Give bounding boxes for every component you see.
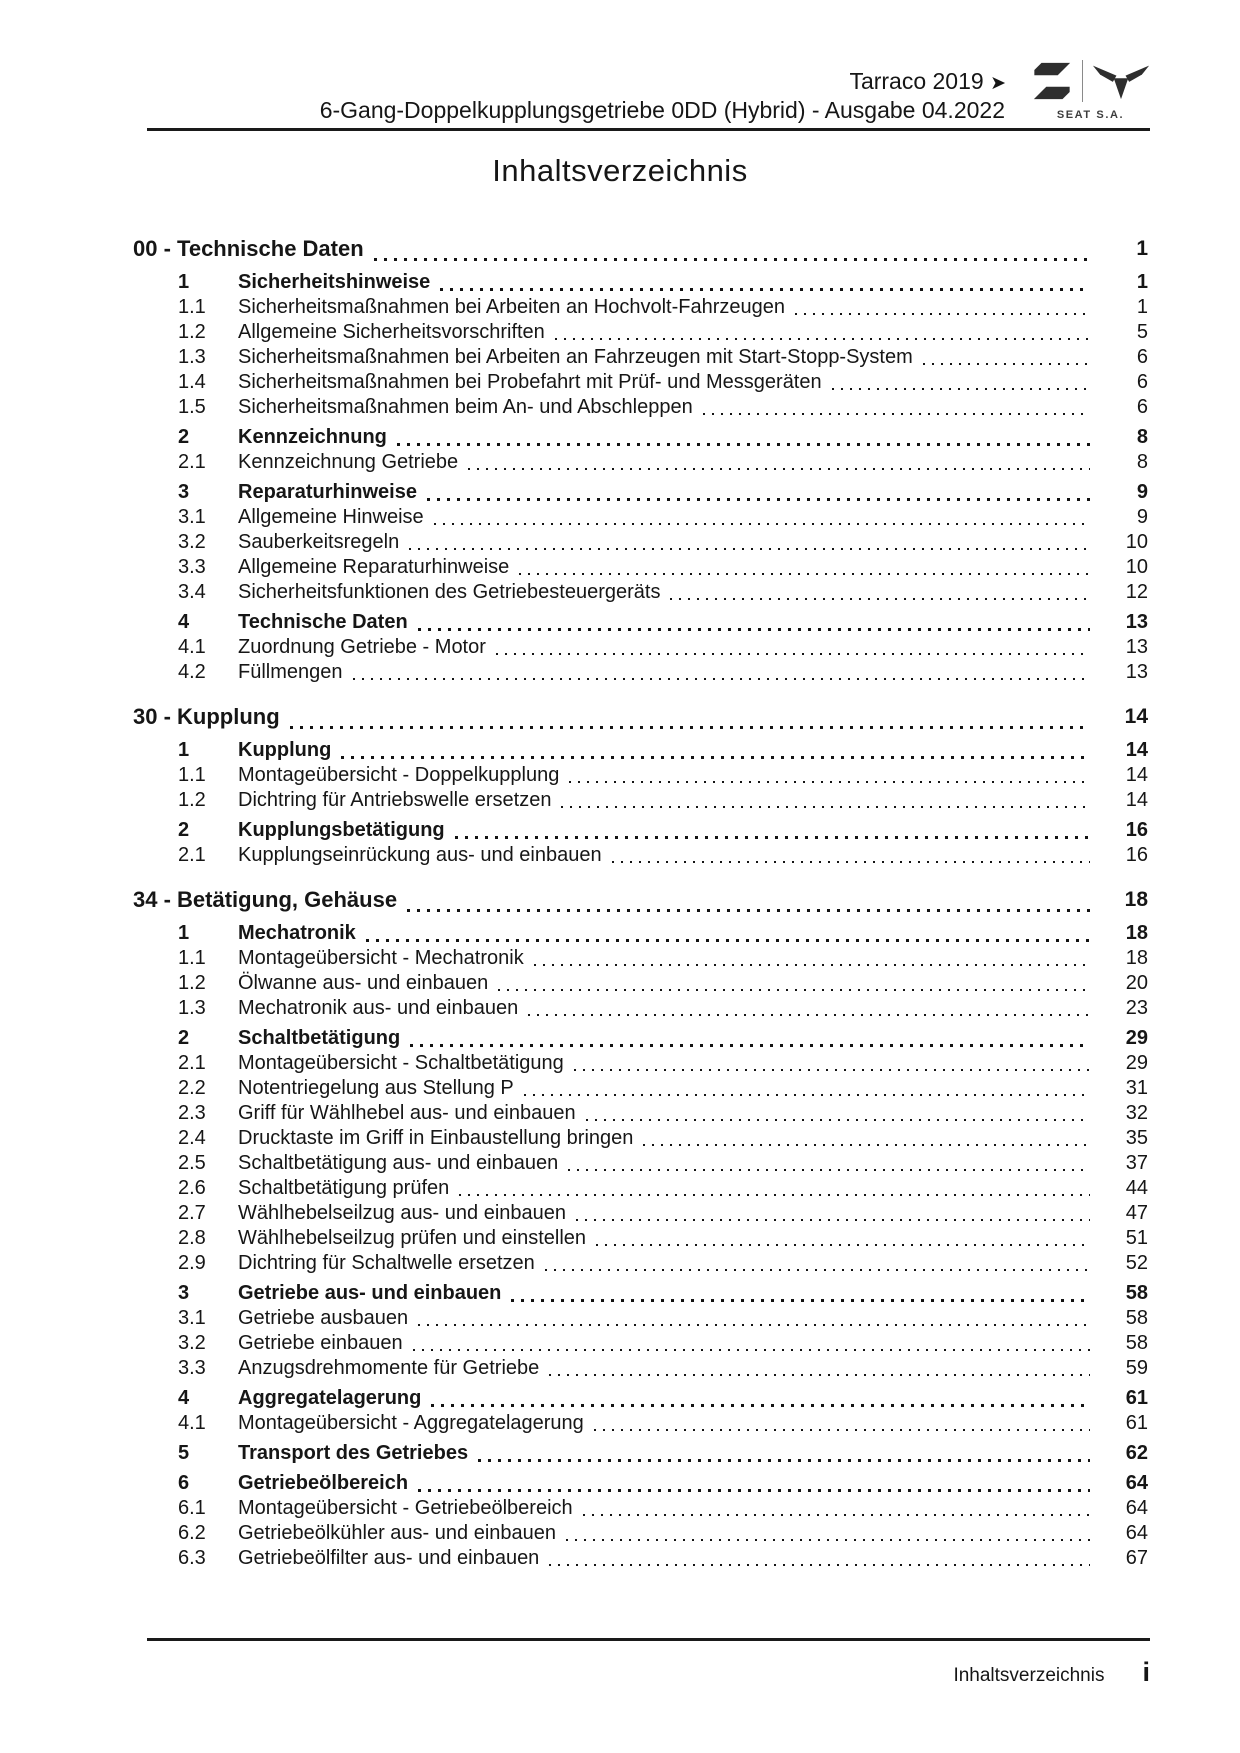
toc-page-number: 58 <box>1125 1282 1148 1304</box>
toc-entry-label: Getriebeölkühler aus- und einbauen <box>238 1522 556 1544</box>
toc-page-number: 31 <box>1125 1077 1148 1099</box>
toc-entry-number: 2.1 <box>178 1052 206 1074</box>
toc-entry <box>133 580 1148 605</box>
footer-line <box>147 1657 1150 1688</box>
toc-entry-number: 2.7 <box>178 1202 206 1224</box>
dot-leader <box>519 573 1090 575</box>
dot-leader <box>468 468 1090 470</box>
toc-entry-label: Kupplung <box>238 739 332 761</box>
dot-leader <box>549 1374 1090 1376</box>
toc-entry-number: 1.4 <box>178 371 206 393</box>
toc-page-number: 47 <box>1125 1202 1148 1224</box>
toc-page-number: 29 <box>1125 1027 1148 1049</box>
toc-page-number: 18 <box>1125 922 1148 944</box>
toc-page-number: 10 <box>1125 556 1148 578</box>
dot-leader <box>410 1044 1090 1047</box>
toc-entry-number: 1.1 <box>178 947 206 969</box>
dot-leader <box>574 1069 1090 1071</box>
toc-entry-label: Getriebe ausbauen <box>238 1307 409 1329</box>
toc-entry-number: 3 <box>178 1282 190 1304</box>
toc-entry-number: 3.4 <box>178 581 206 603</box>
toc-entry-label: Montageübersicht - Getriebeölbereich <box>238 1497 573 1519</box>
toc-entry-label: Anzugsdrehmomente für Getriebe <box>238 1357 540 1379</box>
toc-entry-label: Wählhebelseilzug aus- und einbauen <box>238 1202 567 1224</box>
model-range-arrow-icon: ➤ <box>990 73 1005 94</box>
toc-entry-number: 5 <box>178 1442 190 1464</box>
toc-section-label: 30 - Kupplung <box>133 704 280 729</box>
toc-entry-label: Sicherheitsfunktionen des Getriebesteuergeräts <box>238 581 661 603</box>
toc-entry-label: Kupplungseinrückung aus- und einbauen <box>238 844 602 866</box>
toc-entry <box>133 843 1148 868</box>
dot-leader <box>290 726 1090 729</box>
toc-entry-label: Sicherheitsmaßnahmen bei Arbeiten an Fahrzeugen mit Start-Stopp-System <box>238 346 913 368</box>
toc-section <box>133 233 1148 685</box>
toc-page-number: 59 <box>1125 1357 1148 1379</box>
toc-entry-number: 2.4 <box>178 1127 206 1149</box>
toc-entry <box>133 1496 1148 1521</box>
toc-entry <box>133 320 1148 345</box>
toc-page-number: 14 <box>1125 789 1148 811</box>
toc-entry-label: Getriebeölfilter aus- und einbauen <box>238 1547 540 1569</box>
logo-row <box>1031 58 1150 104</box>
toc-entry-label: Mechatronik <box>238 922 356 944</box>
toc-entry-label: Sauberkeitsregeln <box>238 531 400 553</box>
toc-entry <box>133 610 1148 635</box>
toc-entry-label: Getriebe aus- und einbauen <box>238 1282 502 1304</box>
dot-leader <box>418 1489 1090 1492</box>
toc-entry-label: Allgemeine Reparaturhinweise <box>238 556 510 578</box>
toc-section-entries <box>133 270 1148 685</box>
toc-entry-label: Transport des Getriebes <box>238 1442 469 1464</box>
toc-entry-number: 2.8 <box>178 1227 206 1249</box>
dot-leader <box>498 989 1090 991</box>
toc-entry-label: Zuordnung Getriebe - Motor <box>238 636 486 658</box>
toc-entry-label: Kupplungsbetätigung <box>238 819 445 841</box>
toc-entry <box>133 345 1148 370</box>
toc-entry <box>133 1201 1148 1226</box>
toc-entry-label: Technische Daten <box>238 611 408 633</box>
toc-entry-number: 4.2 <box>178 661 206 683</box>
toc-entry <box>133 530 1148 555</box>
toc-entry-label: Allgemeine Hinweise <box>238 506 424 528</box>
toc-page-number: 1 <box>1136 271 1148 293</box>
dot-leader <box>397 443 1090 446</box>
toc-page-number: 61 <box>1125 1412 1148 1434</box>
toc-entry-number: 3.2 <box>178 1332 206 1354</box>
toc-page-number: 64 <box>1125 1472 1148 1494</box>
dot-leader <box>413 1349 1090 1351</box>
dot-leader <box>440 288 1090 291</box>
toc-entry-label: Getriebe einbauen <box>238 1332 403 1354</box>
toc-entry-label: Füllmengen <box>238 661 343 683</box>
toc-page-number: 12 <box>1125 581 1148 603</box>
model-line <box>320 68 1005 97</box>
toc-entry-number: 1.2 <box>178 789 206 811</box>
toc-page-number: 58 <box>1125 1332 1148 1354</box>
toc-section-header <box>133 233 1148 265</box>
toc-entry-number: 6.3 <box>178 1547 206 1569</box>
dot-leader <box>455 836 1090 839</box>
toc-entry <box>133 370 1148 395</box>
toc-entry-number: 4.1 <box>178 636 206 658</box>
dot-leader <box>341 756 1090 759</box>
toc-entry-number: 3.3 <box>178 1357 206 1379</box>
toc-entry-label: Montageübersicht - Doppelkupplung <box>238 764 560 786</box>
dot-leader <box>566 1539 1090 1541</box>
toc-entry-number: 3.2 <box>178 531 206 553</box>
dot-leader <box>568 1169 1090 1171</box>
dot-leader <box>576 1219 1090 1221</box>
toc-page-number: 62 <box>1125 1442 1148 1464</box>
dot-leader <box>434 523 1090 525</box>
toc-entry-number: 6.1 <box>178 1497 206 1519</box>
toc-entry-number: 2.6 <box>178 1177 206 1199</box>
toc-entry <box>133 1306 1148 1331</box>
toc-entry-number: 2.5 <box>178 1152 206 1174</box>
toc-entry <box>133 1356 1148 1381</box>
toc-entry <box>133 1441 1148 1466</box>
toc-entry <box>133 1251 1148 1276</box>
page-title: Inhaltsverzeichnis <box>492 153 748 188</box>
toc-entry-label: Wählhebelseilzug prüfen und einstellen <box>238 1227 587 1249</box>
toc-page-number: 44 <box>1125 1177 1148 1199</box>
dot-leader <box>703 413 1090 415</box>
dot-leader <box>795 313 1090 315</box>
toc-page-number: 61 <box>1125 1387 1148 1409</box>
toc-entry-number: 1.2 <box>178 972 206 994</box>
toc-entry <box>133 270 1148 295</box>
toc-page-number: 10 <box>1125 531 1148 553</box>
brand-block <box>1031 58 1150 121</box>
toc-entry <box>133 1521 1148 1546</box>
toc-entry-label: Dichtring für Schaltwelle ersetzen <box>238 1252 535 1274</box>
toc-section-entries <box>133 921 1148 1571</box>
toc-entry-number: 1.5 <box>178 396 206 418</box>
toc-entry-label: Drucktaste im Griff in Einbaustellung bringen <box>238 1127 634 1149</box>
toc-page-number: 16 <box>1125 844 1148 866</box>
toc-page-number: 58 <box>1125 1307 1148 1329</box>
toc-entry-number: 1.2 <box>178 321 206 343</box>
toc-page-number: 6 <box>1136 371 1148 393</box>
dot-leader <box>612 861 1090 863</box>
toc-entry <box>133 395 1148 420</box>
toc-entry-number: 1 <box>178 271 190 293</box>
toc-entry-number: 2 <box>178 1027 190 1049</box>
toc-entry-label: Schaltbetätigung <box>238 1027 401 1049</box>
toc-entry-number: 3.1 <box>178 506 206 528</box>
toc-entry <box>133 971 1148 996</box>
toc-entry-number: 4 <box>178 611 190 633</box>
dot-leader <box>407 909 1090 912</box>
toc-page-number: 51 <box>1125 1227 1148 1249</box>
toc-entry <box>133 1026 1148 1051</box>
toc-entry-number: 3.3 <box>178 556 206 578</box>
toc-entry <box>133 1546 1148 1571</box>
toc-entry-label: Sicherheitsmaßnahmen bei Probefahrt mit Prüf- und Messgeräten <box>238 371 822 393</box>
toc-entry <box>133 788 1148 813</box>
toc-entry <box>133 635 1148 660</box>
toc-section-header <box>133 884 1148 916</box>
toc-entry-number: 3 <box>178 481 190 503</box>
toc-page-number: 37 <box>1125 1152 1148 1174</box>
dot-leader <box>431 1404 1090 1407</box>
toc-entry <box>133 921 1148 946</box>
toc-entry-number: 1.1 <box>178 764 206 786</box>
page-header <box>0 0 1240 131</box>
dot-leader <box>583 1514 1090 1516</box>
seat-logo-icon <box>1031 60 1073 102</box>
toc-entry-label: Schaltbetätigung prüfen <box>238 1177 450 1199</box>
dot-leader <box>594 1429 1090 1431</box>
toc-page-number: 18 <box>1124 888 1148 911</box>
dot-leader <box>643 1144 1090 1146</box>
toc-entry-label: Reparaturhinweise <box>238 481 417 503</box>
toc-entry-number: 2.3 <box>178 1102 206 1124</box>
toc-entry <box>133 555 1148 580</box>
toc-entry-number: 2 <box>178 426 190 448</box>
toc-entry-number: 2 <box>178 819 190 841</box>
toc-entry-number: 2.2 <box>178 1077 206 1099</box>
toc-section-header <box>133 701 1148 733</box>
dot-leader <box>478 1459 1090 1462</box>
toc-entry-number: 1 <box>178 922 190 944</box>
toc-entry <box>133 1281 1148 1306</box>
toc-entry-number: 6 <box>178 1472 190 1494</box>
dot-leader <box>549 1564 1090 1566</box>
toc-entry-label: Allgemeine Sicherheitsvorschriften <box>238 321 545 343</box>
toc-page-number: 6 <box>1136 346 1148 368</box>
dot-leader <box>496 653 1090 655</box>
toc-section-label: 34 - Betätigung, Gehäuse <box>133 887 398 912</box>
toc-entry-number: 6.2 <box>178 1522 206 1544</box>
dot-leader <box>366 939 1090 942</box>
toc-entry-number: 3.1 <box>178 1307 206 1329</box>
toc-page-number: 23 <box>1125 997 1148 1019</box>
dot-leader <box>374 258 1090 261</box>
toc-entry <box>133 1226 1148 1251</box>
toc-entry-number: 1.3 <box>178 346 206 368</box>
document-title-line: 6-Gang-Doppelkupplungsgetriebe 0DD (Hybrid) - Ausgabe 04.2022 <box>319 97 1005 123</box>
dot-leader <box>528 1014 1090 1016</box>
toc-entry-label: Kennzeichnung <box>238 426 387 448</box>
cupra-logo-icon <box>1092 61 1150 101</box>
toc-entry <box>133 1126 1148 1151</box>
table-of-contents <box>133 233 1148 1571</box>
toc-entry-number: 2.1 <box>178 451 206 473</box>
dot-leader <box>409 548 1090 550</box>
toc-entry <box>133 480 1148 505</box>
toc-entry-number: 2.9 <box>178 1252 206 1274</box>
toc-entry <box>133 1051 1148 1076</box>
toc-entry-label: Griff für Wählhebel aus- und einbauen <box>238 1102 576 1124</box>
toc-entry-label: Kennzeichnung Getriebe <box>238 451 459 473</box>
toc-section-entries <box>133 738 1148 868</box>
dot-leader <box>418 628 1090 631</box>
toc-entry <box>133 1076 1148 1101</box>
toc-entry-label: Getriebeölbereich <box>238 1472 409 1494</box>
toc-entry <box>133 996 1148 1021</box>
toc-entry-label: Aggregatelagerung <box>238 1387 422 1409</box>
dot-leader <box>524 1094 1090 1096</box>
logo-divider <box>1082 60 1083 102</box>
toc-entry-number: 1 <box>178 739 190 761</box>
toc-page-number: 14 <box>1124 705 1148 728</box>
toc-entry <box>133 505 1148 530</box>
toc-entry <box>133 946 1148 971</box>
toc-entry <box>133 1176 1148 1201</box>
toc-entry-label: Dichtring für Antriebswelle ersetzen <box>238 789 552 811</box>
toc-page-number: 13 <box>1125 661 1148 683</box>
footer-page-number: i <box>1142 1657 1150 1687</box>
toc-entry <box>133 763 1148 788</box>
toc-page-number: 32 <box>1125 1102 1148 1124</box>
toc-page-number: 9 <box>1136 481 1148 503</box>
footer-rule <box>147 1638 1150 1641</box>
toc-entry <box>133 1386 1148 1411</box>
header-rule <box>147 128 1150 131</box>
toc-page-number: 8 <box>1136 426 1148 448</box>
toc-section <box>133 884 1148 1571</box>
model-name: Tarraco 2019 <box>849 68 984 94</box>
toc-page-number: 13 <box>1125 611 1148 633</box>
toc-page-number: 8 <box>1136 451 1148 473</box>
toc-entry <box>133 1411 1148 1436</box>
toc-entry <box>133 1471 1148 1496</box>
toc-page-number: 29 <box>1125 1052 1148 1074</box>
toc-entry <box>133 660 1148 685</box>
toc-entry <box>133 1331 1148 1356</box>
dot-leader <box>545 1269 1090 1271</box>
toc-entry-label: Mechatronik aus- und einbauen <box>238 997 519 1019</box>
dot-leader <box>569 781 1090 783</box>
toc-entry-label: Sicherheitsmaßnahmen beim An- und Abschleppen <box>238 396 693 418</box>
header-text <box>320 58 1005 124</box>
toc-entry <box>133 1101 1148 1126</box>
toc-entry-label: Montageübersicht - Mechatronik <box>238 947 524 969</box>
dot-leader <box>586 1119 1090 1121</box>
toc-page-number: 64 <box>1125 1522 1148 1544</box>
toc-entry <box>133 818 1148 843</box>
toc-page-number: 9 <box>1136 506 1148 528</box>
toc-entry <box>133 295 1148 320</box>
dot-leader <box>596 1244 1090 1246</box>
toc-page-number: 1 <box>1136 296 1148 318</box>
toc-page-number: 35 <box>1125 1127 1148 1149</box>
dot-leader <box>561 806 1090 808</box>
dot-leader <box>832 388 1090 390</box>
toc-page-number: 67 <box>1125 1547 1148 1569</box>
toc-entry-label: Schaltbetätigung aus- und einbauen <box>238 1152 559 1174</box>
toc-page-number: 52 <box>1125 1252 1148 1274</box>
dot-leader <box>427 498 1090 501</box>
toc-entry <box>133 425 1148 450</box>
dot-leader <box>555 338 1090 340</box>
toc-entry-label: Montageübersicht - Schaltbetätigung <box>238 1052 564 1074</box>
toc-section <box>133 701 1148 868</box>
dot-leader <box>511 1299 1090 1302</box>
dot-leader <box>418 1324 1090 1326</box>
dot-leader <box>534 964 1090 966</box>
toc-entry-number: 2.1 <box>178 844 206 866</box>
page-footer <box>147 1638 1150 1688</box>
toc-page-number: 13 <box>1125 636 1148 658</box>
header-content <box>147 58 1150 124</box>
toc-entry-number: 1.1 <box>178 296 206 318</box>
toc-entry-label: Sicherheitsmaßnahmen bei Arbeiten an Hochvolt-Fahrzeugen <box>238 296 785 318</box>
toc-entry <box>133 738 1148 763</box>
toc-entry <box>133 450 1148 475</box>
dot-leader <box>459 1194 1090 1196</box>
dot-leader <box>923 363 1090 365</box>
toc-page-number: 64 <box>1125 1497 1148 1519</box>
brand-caption: SEAT S.A. <box>1056 109 1125 121</box>
toc-entry-label: Sicherheitshinweise <box>238 271 431 293</box>
toc-section-label: 00 - Technische Daten <box>133 236 364 261</box>
toc-page-number: 5 <box>1136 321 1148 343</box>
toc-entry-number: 4.1 <box>178 1412 206 1434</box>
toc-entry-number: 4 <box>178 1387 190 1409</box>
footer-label: Inhaltsverzeichnis <box>953 1665 1105 1686</box>
toc-page-number: 14 <box>1125 764 1148 786</box>
dot-leader <box>353 678 1090 680</box>
toc-entry-label: Ölwanne aus- und einbauen <box>238 972 489 994</box>
toc-entry-label: Notentriegelung aus Stellung P <box>238 1077 514 1099</box>
toc-page-number: 20 <box>1125 972 1148 994</box>
toc-page-number: 18 <box>1125 947 1148 969</box>
toc-entry-label: Montageübersicht - Aggregatelagerung <box>238 1412 584 1434</box>
dot-leader <box>670 598 1090 600</box>
toc-page-number: 6 <box>1136 396 1148 418</box>
toc-entry-number: 1.3 <box>178 997 206 1019</box>
toc-page-number: 16 <box>1125 819 1148 841</box>
toc-page-number: 1 <box>1136 237 1148 260</box>
toc-page-number: 14 <box>1125 739 1148 761</box>
toc-entry <box>133 1151 1148 1176</box>
